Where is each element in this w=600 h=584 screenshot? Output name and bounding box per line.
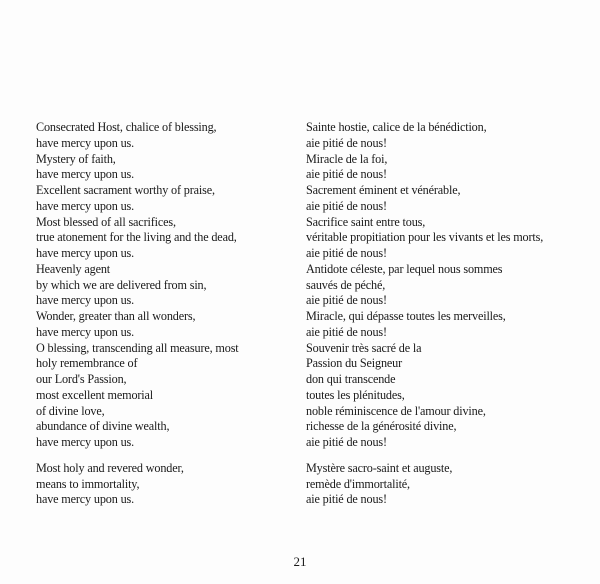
english-stanza-2 — [36, 461, 286, 508]
text-line: Mystery of faith, — [36, 151, 116, 166]
text-line: abundance of divine wealth, — [36, 419, 170, 434]
text-line: most excellent memorial — [36, 387, 154, 402]
text-line: véritable propitiation pour les vivants et les morts, — [306, 230, 544, 245]
text-line: Antidote céleste, par lequel nous sommes — [306, 261, 503, 276]
text-line: Excellent sacrament worthy of praise, — [36, 183, 215, 197]
text-line: by which we are delivered from sin, — [36, 277, 207, 292]
text-line: have mercy upon us. — [36, 135, 135, 150]
text-line: Miracle de la foi, — [306, 151, 388, 166]
text-line: of divine love, — [36, 403, 105, 418]
text-line: Consecrated Host, chalice of blessing, — [36, 120, 217, 134]
text-line: have mercy upon us. — [36, 324, 135, 339]
text-line: Heavenly agent — [36, 261, 111, 276]
text-line: Miracle, qui dépasse toutes les merveilles, — [306, 309, 506, 323]
page-number: 21 — [293, 554, 307, 569]
text-line: aie pitié de nous! — [306, 293, 387, 308]
text-line: Most holy and revered wonder, — [36, 460, 184, 475]
text-line: our Lord's Passion, — [36, 372, 127, 386]
text-line: Sacrifice saint entre tous, — [306, 214, 426, 229]
french-stanza-2 — [306, 461, 591, 508]
text-line: have mercy upon us. — [36, 246, 135, 260]
text-line: remède d'immortalité, — [306, 476, 410, 491]
text-line: aie pitié de nous! — [306, 198, 387, 213]
english-text-column — [36, 120, 286, 508]
text-line: aie pitié de nous! — [306, 135, 387, 150]
text-line: noble réminiscence de l'amour divine, — [306, 403, 486, 418]
text-line: means to immortality, — [36, 476, 140, 491]
text-line: don qui transcende — [306, 372, 396, 386]
text-line: O blessing, transcending all measure, most — [36, 340, 239, 355]
text-line: have mercy upon us. — [36, 198, 135, 213]
text-line: aie pitié de nous! — [306, 167, 387, 182]
text-line: Sainte hostie, calice de la bénédiction, — [306, 120, 487, 134]
english-stanza-1 — [36, 120, 286, 451]
text-line: have mercy upon us. — [36, 435, 135, 449]
text-line: richesse de la générosité divine, — [306, 419, 457, 434]
french-stanza-1 — [306, 120, 591, 451]
french-text-column — [306, 120, 591, 508]
text-line: Souvenir très sacré de la — [306, 340, 422, 355]
text-line: Wonder, greater than all wonders, — [36, 309, 196, 323]
text-line: sauvés de péché, — [306, 277, 386, 292]
text-line: Sacrement éminent et vénérable, — [306, 183, 461, 197]
text-line: toutes les plénitudes, — [306, 387, 405, 402]
text-line: holy remembrance of — [36, 356, 138, 371]
text-line: aie pitié de nous! — [306, 246, 387, 260]
text-line: aie pitié de nous! — [306, 435, 387, 449]
text-line: aie pitié de nous! — [306, 324, 387, 339]
text-line: Most blessed of all sacrifices, — [36, 214, 176, 229]
text-line: aie pitié de nous! — [306, 492, 387, 507]
text-line: have mercy upon us. — [36, 167, 135, 182]
text-line: Mystère sacro-saint et auguste, — [306, 460, 453, 475]
text-line: true atonement for the living and the dead, — [36, 230, 237, 245]
text-line: have mercy upon us. — [36, 293, 135, 308]
text-line: have mercy upon us. — [36, 492, 135, 507]
text-line: Passion du Seigneur — [306, 356, 403, 371]
